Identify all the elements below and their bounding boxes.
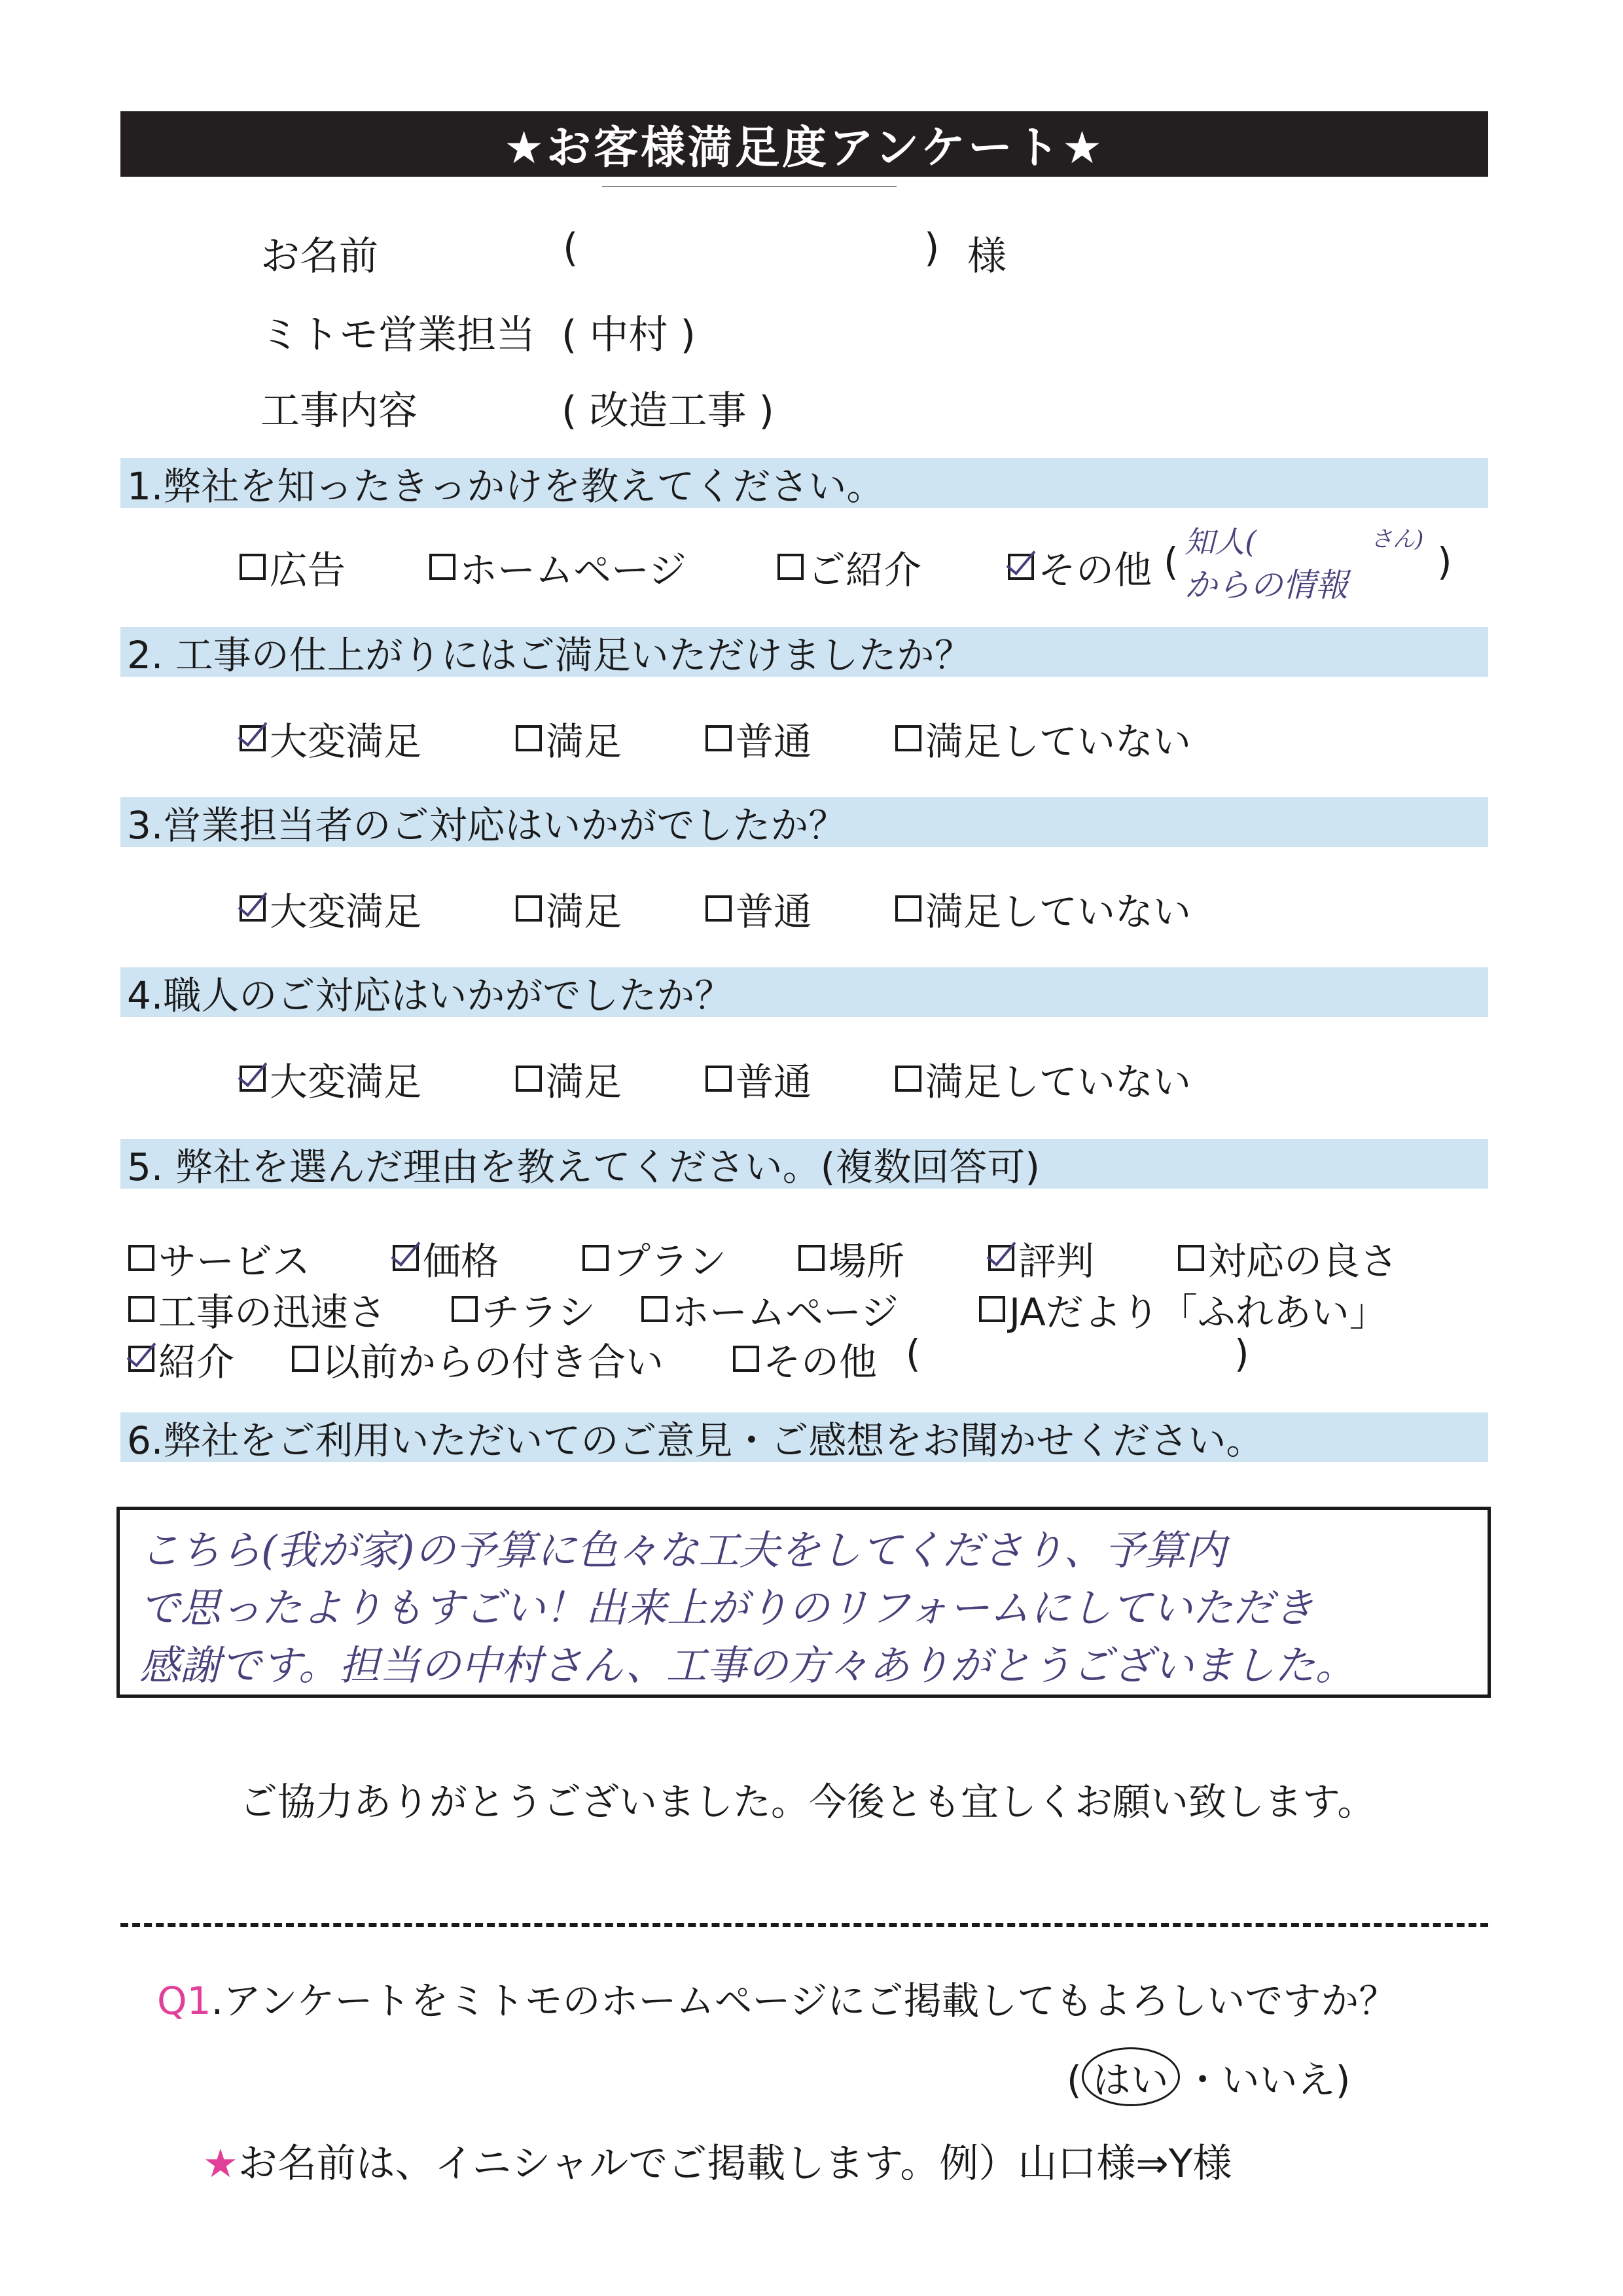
cut-line-divider	[120, 1923, 1488, 1927]
q1-other-note-line1: 知人(	[1185, 524, 1257, 560]
q5-other-close-paren: )	[1234, 1331, 1249, 1376]
checkbox-icon[interactable]	[516, 895, 542, 922]
work-value: ( 改造工事 )	[562, 388, 774, 434]
q1-other-open-paren: (	[1164, 539, 1179, 584]
staff-label: ミトモ営業担当	[260, 312, 535, 358]
name-open-paren: (	[563, 225, 579, 271]
checkbox-icon[interactable]	[516, 725, 542, 751]
publish-question	[157, 1970, 1397, 2025]
q5-other-open-paren: (	[906, 1331, 921, 1376]
comment-line: で思ったよりもすごい！出来上がりのリフォームにしていただき	[139, 1584, 1314, 1632]
initials-note	[203, 2132, 1232, 2189]
q4-option-very-satisfied[interactable]: 大変満足	[240, 1051, 421, 1106]
checkbox-icon[interactable]	[292, 1346, 318, 1372]
q4-option-satisfied[interactable]: 満足	[516, 1051, 622, 1106]
survey-title: ★お客様満足度アンケート★	[120, 111, 1488, 177]
answer-yes-selected[interactable]: はい	[1082, 2047, 1180, 2106]
checkbox-icon[interactable]	[895, 1066, 921, 1092]
checked-checkbox-icon[interactable]	[240, 725, 266, 751]
q4-option-not-satisfied[interactable]: 満足していない	[895, 1051, 1191, 1106]
q1-option-ad[interactable]: 広告	[240, 539, 346, 594]
comment-line: 感謝です。担当の中村さん、工事の方々ありがとうございました。	[139, 1641, 1356, 1689]
checked-checkbox-icon[interactable]	[128, 1346, 154, 1372]
question-3: 3.営業担当者のご対応はいかがでしたか？	[120, 797, 1488, 847]
publish-answer: ( はい ・いいえ)	[1067, 2047, 1350, 2106]
checkbox-icon[interactable]	[1178, 1245, 1204, 1271]
checked-checkbox-icon[interactable]	[240, 895, 266, 922]
checkbox-icon[interactable]	[979, 1296, 1005, 1322]
q2-option-neutral[interactable]: 普通	[705, 711, 812, 766]
q1-option-other[interactable]: その他	[1008, 539, 1152, 594]
q3-option-satisfied[interactable]: 満足	[516, 881, 622, 936]
star-icon: ★	[203, 2141, 238, 2187]
q3-option-very-satisfied[interactable]: 大変満足	[240, 881, 421, 936]
name-close-paren: )	[924, 225, 940, 271]
q5-option-price[interactable]: 価格	[393, 1230, 499, 1285]
checkbox-icon[interactable]	[516, 1066, 542, 1092]
q5-option-service[interactable]: サービス	[128, 1230, 310, 1285]
question-2: 2. 工事の仕上がりにはご満足いただけましたか？	[120, 627, 1488, 677]
answer-no[interactable]: いいえ	[1221, 2058, 1336, 2102]
checkbox-icon[interactable]	[128, 1245, 154, 1271]
q5-option-other[interactable]: その他	[733, 1331, 877, 1386]
checkbox-icon[interactable]	[705, 1066, 732, 1092]
q2-option-satisfied[interactable]: 満足	[516, 711, 622, 766]
q2-option-not-satisfied[interactable]: 満足していない	[895, 711, 1191, 766]
checked-checkbox-icon[interactable]	[393, 1245, 419, 1271]
checkbox-icon[interactable]	[240, 554, 266, 580]
question-5: 5. 弊社を選んだ理由を教えてください。(複数回答可)	[120, 1139, 1488, 1189]
thanks-message: ご協力ありがとうございました。今後とも宜しくお願い致します。	[240, 1780, 1376, 1824]
checkbox-icon[interactable]	[429, 554, 455, 580]
q5-option-referral[interactable]: 紹介	[128, 1331, 234, 1386]
question-6: 6.弊社をご利用いただいてのご意見・ご感想をお聞かせください。	[120, 1412, 1488, 1462]
checkbox-icon[interactable]	[452, 1296, 478, 1322]
q5-option-homepage[interactable]: ホームページ	[641, 1282, 899, 1336]
q5-option-plan[interactable]: プラン	[582, 1230, 726, 1285]
q1-other-note-line2: からの情報	[1185, 566, 1348, 604]
checkbox-icon[interactable]	[895, 725, 921, 751]
q1-other-note-suffix: さん)	[1370, 526, 1424, 552]
checked-checkbox-icon[interactable]	[1008, 554, 1034, 580]
checked-checkbox-icon[interactable]	[240, 1066, 266, 1092]
q5-option-reputation[interactable]: 評判	[988, 1230, 1094, 1285]
publish-question-number: Q1	[157, 1979, 211, 2023]
checkbox-icon[interactable]	[705, 725, 732, 751]
q4-option-neutral[interactable]: 普通	[705, 1051, 812, 1106]
q2-option-very-satisfied[interactable]: 大変満足	[240, 711, 421, 766]
name-label: お名前	[260, 234, 378, 279]
q5-option-location[interactable]: 場所	[798, 1230, 904, 1285]
q3-option-neutral[interactable]: 普通	[705, 881, 812, 936]
q5-option-ja-newsletter[interactable]: JAだより「ふれあい」	[979, 1282, 1387, 1336]
q3-option-not-satisfied[interactable]: 満足していない	[895, 881, 1191, 936]
checkbox-icon[interactable]	[705, 895, 732, 922]
checked-checkbox-icon[interactable]	[988, 1245, 1014, 1271]
publish-question-text: .アンケートをミトモのホームページにご掲載してもよろしいですか？	[211, 1979, 1397, 2023]
q1-option-homepage[interactable]: ホームページ	[429, 539, 687, 594]
checkbox-icon[interactable]	[777, 554, 804, 580]
checkbox-icon[interactable]	[582, 1245, 609, 1271]
q5-option-flyer[interactable]: チラシ	[452, 1282, 596, 1336]
q5-option-quick-work[interactable]: 工事の迅速さ	[128, 1282, 386, 1336]
comment-line: こちら(我が家)の予算に色々な工夫をしてくださり、予算内	[139, 1526, 1226, 1574]
checkbox-icon[interactable]	[798, 1245, 825, 1271]
q1-other-close-paren: )	[1437, 539, 1452, 584]
question-4: 4.職人のご対応はいかがでしたか？	[120, 967, 1488, 1017]
q5-option-prior-relationship[interactable]: 以前からの付き合い	[292, 1331, 664, 1386]
initials-note-text: お名前は、イニシャルでご掲載します。例）山口様⇒Y様	[238, 2141, 1232, 2187]
q1-option-referral[interactable]: ご紹介	[777, 539, 921, 594]
name-field-line	[602, 186, 897, 187]
checkbox-icon[interactable]	[733, 1346, 759, 1372]
name-suffix: 様	[967, 234, 1007, 279]
checkbox-icon[interactable]	[895, 895, 921, 922]
question-1: 1.弊社を知ったきっかけを教えてください。	[120, 458, 1488, 508]
comment-box[interactable]	[116, 1507, 1491, 1698]
q5-option-good-response[interactable]: 対応の良さ	[1178, 1230, 1398, 1285]
staff-value: ( 中村 )	[562, 312, 696, 358]
checkbox-icon[interactable]	[641, 1296, 668, 1322]
work-label: 工事内容	[260, 388, 418, 434]
checkbox-icon[interactable]	[128, 1296, 154, 1322]
